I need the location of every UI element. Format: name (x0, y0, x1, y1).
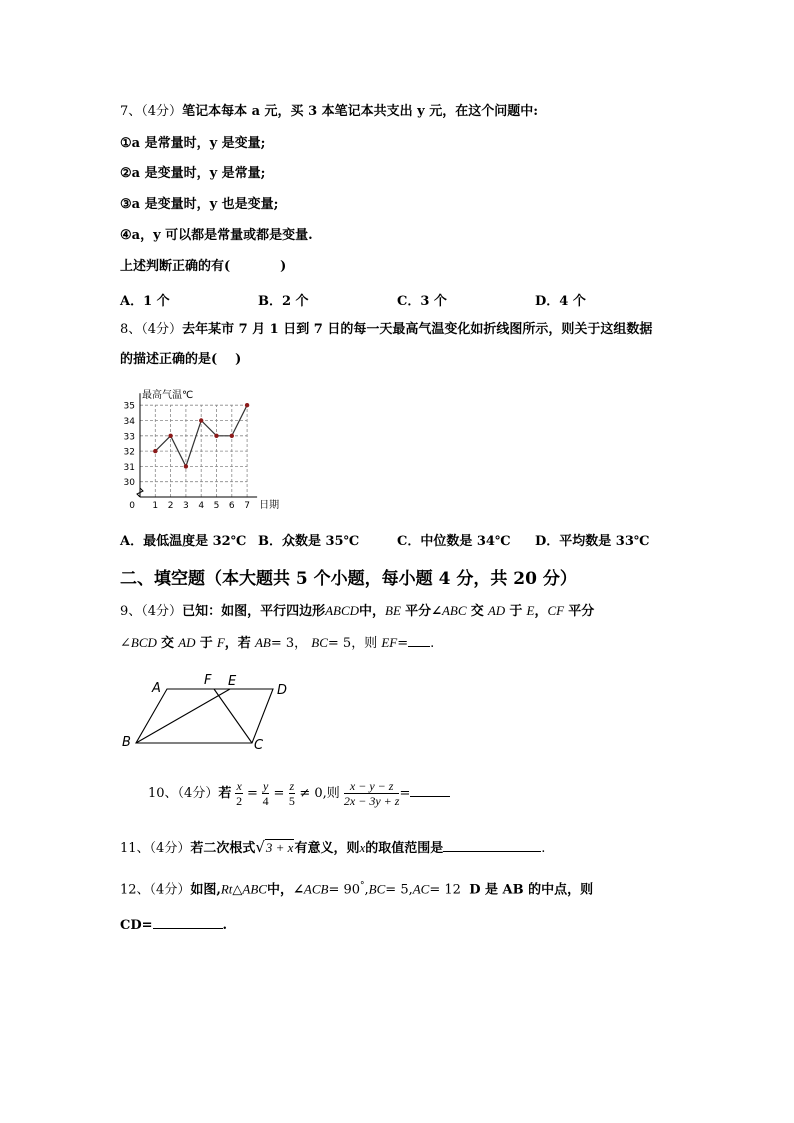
y-tick-label-33: 33 (123, 432, 135, 443)
q10-ruo: 若 (218, 786, 232, 801)
q7-ask (120, 259, 286, 275)
q7-item-1: ①a 是常量时，y 是变量; (120, 136, 266, 151)
q9-t3: 中， (359, 604, 386, 619)
q7-number: 7、 (120, 104, 142, 119)
q12-ac: AC (412, 881, 430, 897)
frac1-den: 2 (236, 794, 243, 808)
q9-u3: 交 (161, 636, 175, 651)
q11-a: 若二次根式 (190, 841, 256, 856)
segment-be (136, 689, 230, 743)
q7-item-3: ③a 是变量时，y 也是变量; (120, 197, 279, 212)
q10-eq1: = (246, 786, 258, 801)
y-tick-label-35: 35 (123, 401, 135, 412)
q12-rt: Rt (220, 881, 233, 897)
q9-u10: BC (311, 635, 328, 650)
vertex-label-d: D (277, 683, 288, 698)
y-tick-label-32: 32 (123, 447, 135, 458)
data-point-day-4 (199, 418, 203, 422)
temperature-line-chart (118, 382, 298, 517)
data-point-day-7 (245, 403, 249, 407)
q9-t1: 已知：如图，平行四边形 (182, 604, 326, 619)
y-tick-label-34: 34 (123, 417, 135, 427)
q11-x: x (359, 840, 366, 855)
q12-d: , (364, 882, 369, 898)
q12-cd: CD= (120, 918, 153, 933)
vertex-label-a: A (152, 681, 161, 696)
q11-number: 11、 (120, 841, 150, 856)
q12-line2 (120, 916, 227, 934)
q9-u11: = 5，则 (327, 636, 378, 651)
q7-text: 笔记本每本 a 元，买 3 本笔记本共支出 y 元，在这个问题中: (182, 104, 539, 119)
x-tick-label-3: 3 (183, 501, 189, 511)
q9-u9: = 3， (270, 636, 308, 651)
vertex-label-e: E (228, 674, 237, 689)
q9-u7: ，若 (224, 636, 251, 651)
q12-end: . (222, 918, 228, 933)
q7-ask-close: ) (280, 259, 287, 274)
q9-t4: BE (385, 603, 401, 618)
q11-score: （4分） (149, 841, 191, 856)
frac2-den: 4 (262, 794, 269, 808)
q7-option-c[interactable]: C．3 个 (397, 294, 447, 309)
q9-t11: ， (534, 604, 548, 619)
q8-option-b[interactable]: B．众数是 35℃ (258, 534, 360, 549)
q7-score: （4分） (141, 104, 183, 119)
y-axis-label: 最高气温℃ (142, 390, 194, 402)
q7-item-2: ②a 是变量时，y 是常量; (120, 166, 266, 181)
x-tick-label-6: 6 (228, 501, 235, 511)
q12-number: 12、 (120, 882, 150, 898)
q9-t12: CF (547, 603, 565, 618)
section-2-title: 二、填空题（本大题共 5 个小题，每小题 4 分，共 20 分） (120, 569, 577, 589)
frac3-num: z (289, 779, 295, 793)
q7-option-d[interactable]: D．4 个 (535, 294, 586, 309)
q9-score: （4分） (141, 604, 183, 619)
y-tick-label-30: 30 (123, 478, 135, 489)
data-point-day-6 (230, 434, 234, 438)
q12-bc: BC (368, 881, 386, 897)
vertex-label-c: C (254, 738, 264, 753)
q8-stem-line1 (120, 322, 652, 338)
q10-answer-blank[interactable] (410, 784, 450, 797)
q9-t2: ABCD (325, 603, 360, 618)
q12-c: = 90 (328, 882, 361, 898)
q12-g: D 是 AB 的中点，则 (469, 882, 594, 898)
x-tick-label-4: 4 (198, 501, 205, 511)
q9-line1 (120, 603, 594, 620)
frac2-num: y (263, 779, 269, 793)
q9-u1: ∠ (120, 636, 131, 651)
q8-option-a[interactable]: A．最低温度是 32℃ (120, 534, 247, 549)
fraction-z-over-5 (289, 779, 296, 808)
q7-ask-text: 上述判断正确的有( (120, 259, 231, 274)
q12-acb: ACB (303, 881, 329, 897)
q9-t6: ABC (441, 603, 467, 618)
q11-radicand: 3 + x (265, 840, 294, 855)
q12-tri: △ (232, 882, 243, 898)
x-tick-label-1: 1 (152, 501, 159, 511)
q8-number: 8、 (120, 322, 142, 337)
q11-line (120, 837, 545, 859)
q7-item-4: ④a，y 可以都是常量或都是变量. (120, 228, 313, 243)
fraction-expression (344, 779, 400, 808)
fraction-x-over-2 (235, 779, 242, 808)
x-axis-label: 日期 (259, 500, 280, 511)
frac3-den: 5 (288, 794, 295, 808)
q9-t5: 平分∠ (405, 604, 442, 619)
fraction-y-over-4 (262, 779, 269, 808)
q7-option-b[interactable]: B．2 个 (258, 294, 309, 309)
q12-line1 (120, 878, 593, 898)
sqrt-symbol: √ (255, 838, 265, 856)
q8-stem-line2 (120, 352, 241, 368)
q9-u13: = (397, 636, 409, 651)
q9-answer-blank[interactable] (408, 634, 430, 647)
q9-u4: AD (178, 635, 196, 650)
q11-b: 有意义，则 (294, 841, 360, 856)
data-point-day-1 (153, 449, 157, 453)
q8-close: ) (235, 352, 242, 367)
q12-b: 中，∠ (266, 882, 304, 898)
data-point-day-5 (214, 434, 218, 438)
q8-text1: 去年某市 7 月 1 日到 7 日的每一天最高气温变化如折线图所示，则关于这组数据 (182, 322, 653, 337)
q11-end: . (541, 841, 546, 856)
q9-u12: EF (381, 635, 398, 650)
x-tick-label-5: 5 (213, 501, 220, 511)
q8-option-d[interactable]: D．平均数是 33℃ (535, 534, 650, 549)
q12-f: = 12 (429, 882, 461, 898)
q10-line (148, 777, 450, 811)
y-tick-label-31: 31 (123, 462, 135, 473)
q12-abc: ABC (242, 881, 267, 897)
q9-t8: AD (487, 603, 506, 618)
q9-u6: F (216, 635, 225, 650)
q9-t7: 交 (470, 604, 484, 619)
q11-c: 的取值范围是 (365, 841, 444, 856)
segment-cf (214, 689, 252, 743)
q7-stem (120, 104, 538, 120)
parallelogram-abcd (136, 689, 273, 743)
parallelogram-figure (118, 670, 298, 753)
q10-neq: ≠ 0,则 (299, 786, 340, 801)
q12-answer-blank[interactable] (153, 916, 223, 929)
q9-u14: . (430, 636, 435, 651)
q12-a: 如图, (190, 882, 221, 898)
vertex-label-b: B (122, 735, 131, 750)
data-point-day-2 (168, 434, 172, 438)
q9-u8: AB (254, 635, 271, 650)
q9-t13: 平分 (568, 604, 595, 619)
q8-text2: 的描述正确的是( (120, 352, 218, 367)
q12-e: = 5, (385, 882, 413, 898)
q10-eq3: = (399, 786, 411, 801)
q12-score: （4分） (149, 882, 191, 898)
data-point-day-3 (184, 464, 188, 468)
q7-option-a[interactable]: A．1 个 (120, 294, 170, 309)
frac1-num: x (236, 779, 242, 793)
q9-t9: 于 (509, 604, 523, 619)
q9-u5: 于 (199, 636, 213, 651)
q8-score: （4分） (141, 322, 183, 337)
q10-eq2: = (273, 786, 285, 801)
q11-answer-blank[interactable] (443, 839, 541, 852)
q10-score: （4分） (177, 786, 219, 801)
vertex-label-f: F (204, 673, 212, 688)
frac4-num: x − y − z (344, 779, 400, 794)
q8-option-c[interactable]: C．中位数是 34℃ (397, 534, 511, 549)
x-tick-label-2: 2 (167, 501, 174, 511)
origin-label: 0 (129, 501, 135, 511)
q9-number: 9、 (120, 604, 142, 619)
frac4-den: 2x − 3y + z (343, 794, 400, 808)
x-tick-label-7: 7 (244, 501, 250, 511)
q12-deg: ° (360, 881, 365, 891)
q9-u2: BCD (130, 635, 157, 650)
q9-line2 (120, 634, 434, 652)
q10-number: 10、 (148, 786, 178, 801)
q9-t10: E (526, 603, 535, 618)
